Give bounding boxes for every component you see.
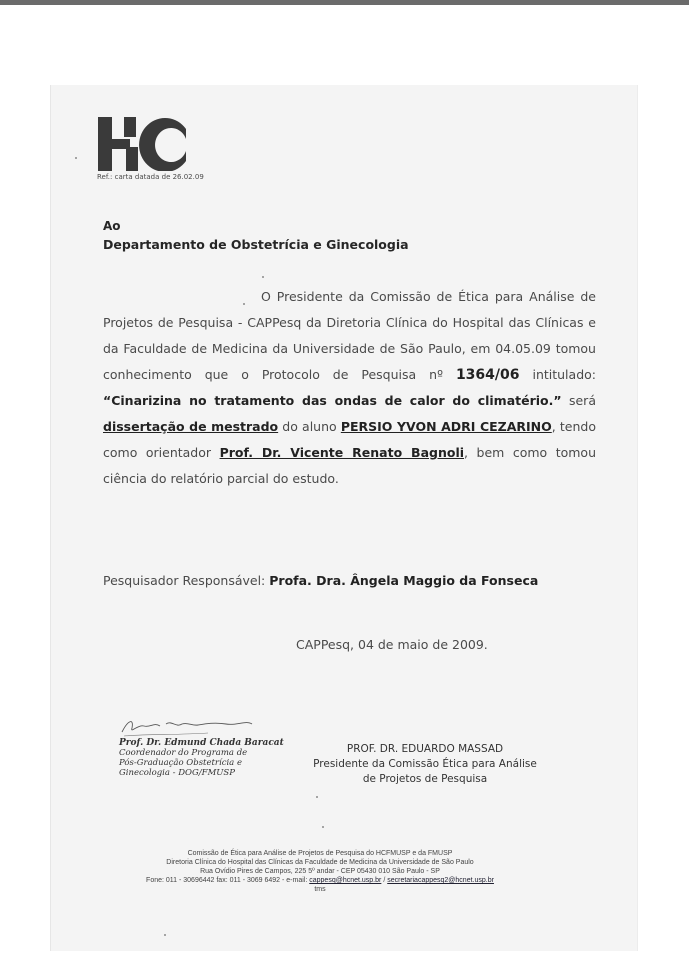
scan-speck: [322, 826, 324, 828]
body-sentence-2: intitulado:: [532, 367, 596, 382]
place-and-date: CAPPesq, 04 de maio de 2009.: [296, 637, 488, 652]
researcher-label: Pesquisador Responsável:: [103, 573, 266, 588]
letter-body: [103, 284, 596, 492]
scan-speck: [316, 796, 318, 798]
body-sentence-5: , tendo como orientador: [103, 419, 596, 460]
scan-speck: [164, 934, 166, 936]
scan-speck: [75, 157, 77, 159]
footer-contact-line: [80, 876, 560, 885]
footer-phone: Fone: 011 - 30696442 fax: 011 - 3069 6492 - e-mail:: [146, 877, 308, 884]
student-name: PERSIO YVON ADRI CEZARINO: [340, 419, 552, 434]
handwritten-signature: [118, 714, 268, 738]
coordinator-stamp: [119, 738, 284, 778]
footer-line-2: Diretoria Clínica do Hospital das Clínicas da Faculdade de Medicina da Universidade de São Paulo: [166, 859, 474, 866]
footer-line-5: tms: [314, 886, 326, 893]
advisor-name: Prof. Dr. Vicente Renato Bagnoli: [219, 445, 465, 460]
body-sentence-6: , bem como tomou ciência do relatório parcial do estudo.: [103, 445, 597, 486]
study-title: “Cinarizina no tratamento das ondas de calor do climatério.”: [103, 393, 562, 408]
letterhead-footer: [80, 849, 560, 894]
president-name: PROF. DR. EDUARDO MASSAD: [346, 743, 504, 755]
scan-speck: [262, 276, 264, 278]
coordinator-line-3: Ginecologia - DOG/FMUSP: [119, 768, 235, 778]
coordinator-line-1: Coordenador do Programa de: [119, 748, 248, 758]
president-role-1: Presidente da Comissão Ética para Análise: [313, 758, 537, 770]
footer-separator: /: [383, 877, 386, 884]
recipient-department: Departamento de Obstetrícia e Ginecologia: [103, 237, 409, 252]
responsible-researcher: [103, 573, 538, 588]
coordinator-name: Prof. Dr. Edmund Chada Baracat: [119, 738, 284, 748]
footer-line-3: Rua Ovídio Pires de Campos, 225 5º andar - CEP 05430 010 São Paulo - SP: [200, 868, 440, 875]
document-page: [50, 85, 638, 951]
president-signature-block: [280, 742, 570, 787]
hc-logo: [98, 117, 188, 171]
reference-line: Ref.: carta datada de 26.02.09: [97, 173, 204, 181]
footer-email-1: cappesq@hcnet.usp.br: [309, 877, 382, 884]
salutation: Ao: [103, 219, 121, 233]
president-role-2: de Projetos de Pesquisa: [362, 773, 488, 785]
top-frame-bar: [0, 0, 689, 5]
footer-line-1: Comissão de Ética para Análise de Projetos de Pesquisa do HCFMUSP e da FMUSP: [187, 850, 453, 857]
body-sentence-3: será: [568, 393, 596, 408]
protocol-number: 1364/06: [455, 367, 520, 383]
coordinator-line-2: Pós-Graduação Obstetrícia e: [119, 758, 242, 768]
scan-speck: [243, 303, 245, 305]
footer-email-2: secretariacappesq2@hcnet.usp.br: [387, 877, 494, 884]
researcher-name: Profa. Dra. Ângela Maggio da Fonseca: [269, 573, 539, 588]
body-sentence-4: do aluno: [282, 419, 337, 434]
body-sentence-1: O Presidente da Comissão de Ética para Análise de Projetos de Pesquisa - CAPPesq da Diretoria Clínica do Hospital das Clínicas e da Faculdade de Medicina da Universidade de São Paulo, em 04.05.09 tomou conhecimento que o Protocolo de Pesquisa nº: [103, 289, 596, 382]
degree-type: dissertação de mestrado: [103, 419, 279, 434]
